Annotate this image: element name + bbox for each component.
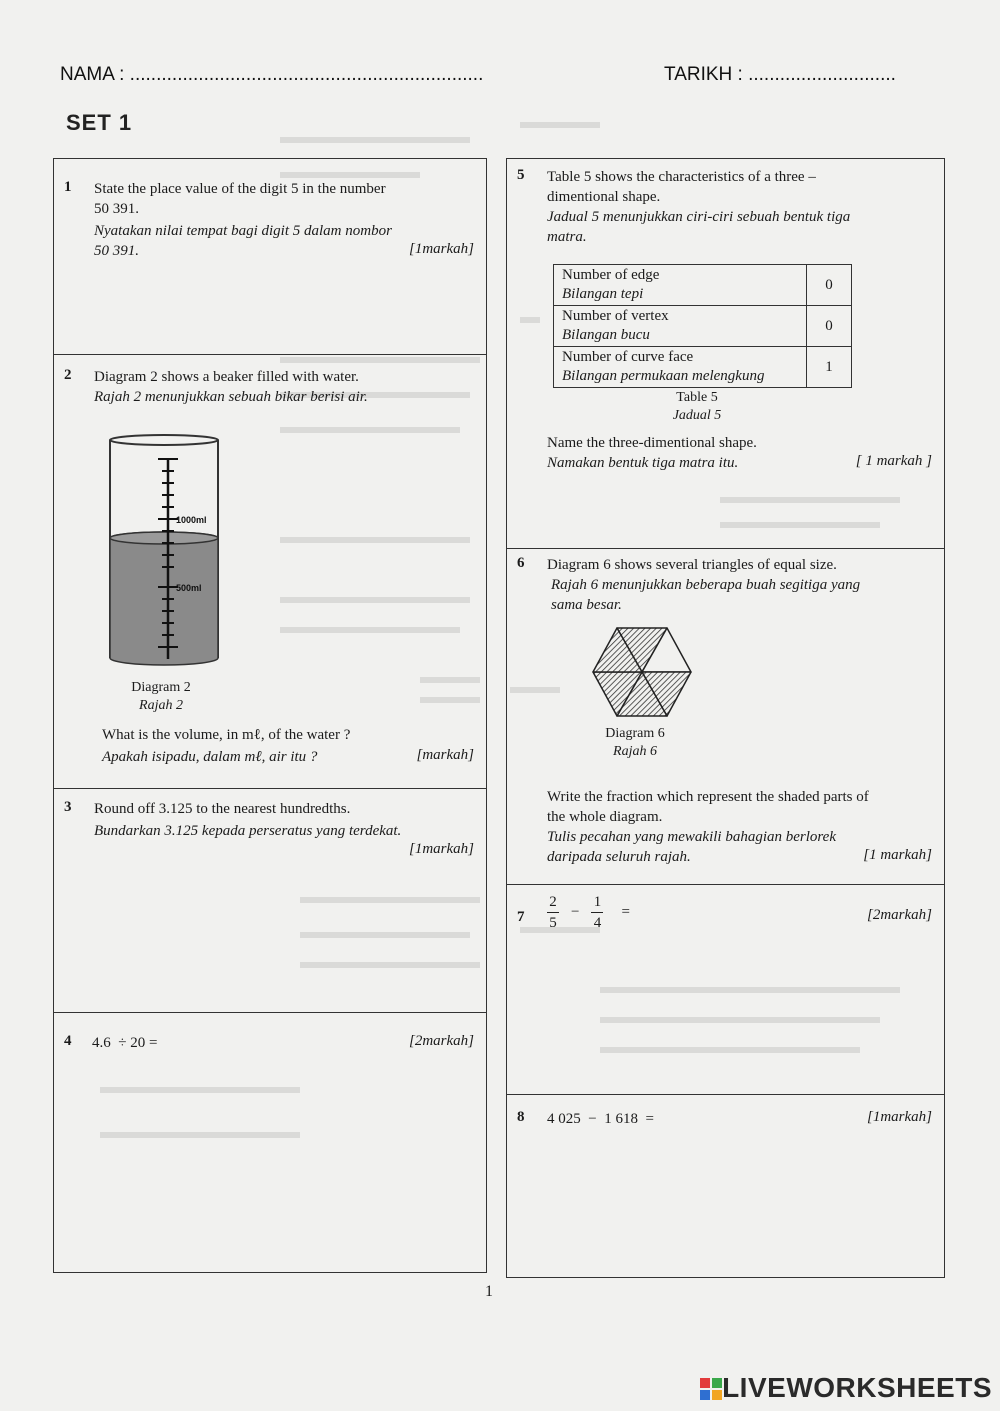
question-prompt: Write the fraction which represent the shaded parts of — [547, 789, 869, 805]
question-prompt: the whole diagram. — [547, 809, 663, 825]
question-number: 4 — [64, 1033, 72, 1049]
question-prompt: What is the volume, in mℓ, of the water ? — [102, 727, 351, 743]
question-text-malay: Rajah 2 menunjukkan sebuah bikar berisi air. — [94, 389, 368, 405]
left-question-column — [53, 158, 487, 1273]
marks-label: [markah] — [416, 747, 474, 763]
table-caption: Table 5 Jadual 5 — [672, 390, 722, 423]
question-prompt-malay: Apakah isipadu, dalam mℓ, air itu ? — [102, 749, 318, 765]
date-field-label: TARIKH : ............................ — [664, 64, 896, 85]
table-cell-value: 0 — [807, 306, 852, 347]
question-number: 6 — [517, 555, 525, 571]
marks-label: [1 markah] — [863, 847, 932, 863]
question-3 — [54, 789, 486, 1013]
question-text: 50 391. — [94, 201, 139, 217]
question-text-malay: Bundarkan 3.125 kepada perseratus yang terdekat. — [94, 823, 402, 839]
hexagon-triangles-diagram — [591, 625, 693, 719]
liveworksheets-logo-icon — [700, 1378, 722, 1402]
marks-label: [1markah] — [408, 841, 474, 857]
name-field-label: NAMA : ................................................................... — [60, 64, 484, 85]
fraction-expression — [543, 893, 630, 932]
question-text: dimentional shape. — [547, 189, 661, 205]
question-number: 5 — [517, 167, 525, 183]
question-1 — [54, 159, 486, 355]
diagram-caption: Diagram 6 Rajah 6 — [605, 726, 665, 759]
question-7 — [507, 885, 944, 1095]
beaker-diagram — [106, 433, 236, 673]
question-5 — [507, 159, 944, 549]
marks-label: [2markah] — [866, 907, 932, 923]
question-text-malay: Nyatakan nilai tempat bagi digit 5 dalam nombor — [94, 223, 392, 239]
table-cell-value: 1 — [807, 347, 852, 388]
question-4 — [54, 1013, 486, 1272]
question-expression: 4 025 − 1 618 = — [547, 1111, 654, 1127]
question-number: 1 — [64, 179, 72, 195]
question-text-malay: 50 391. — [94, 243, 139, 259]
question-text: Table 5 shows the characteristics of a three – — [547, 169, 816, 185]
question-number: 7 — [517, 909, 525, 925]
fraction-two-fifths: $\frac{2}{5}$ — [547, 893, 559, 932]
question-prompt-malay: daripada seluruh rajah. — [547, 849, 691, 865]
question-text-malay: Rajah 6 menunjukkan beberapa buah segitiga yang — [551, 577, 861, 593]
equals-sign: = — [621, 904, 630, 920]
table-cell-label: Number of edge Bilangan tepi — [554, 265, 807, 306]
question-prompt-malay: Tulis pecahan yang mewakili bahagian berlorek — [547, 829, 836, 845]
marks-label: [2markah] — [408, 1033, 474, 1049]
page-number: 1 — [485, 1283, 493, 1300]
table-cell-label: Number of vertex Bilangan bucu — [554, 306, 807, 347]
diagram-caption: Diagram 2 Rajah 2 — [131, 680, 191, 713]
question-text: Diagram 6 shows several triangles of equal size. — [547, 557, 837, 573]
question-text: Diagram 2 shows a beaker filled with water. — [94, 369, 359, 385]
question-text-malay: Jadual 5 menunjukkan ciri-ciri sebuah bentuk tiga — [547, 209, 851, 225]
table-row — [554, 306, 852, 347]
question-prompt-malay: Namakan bentuk tiga matra itu. — [547, 455, 739, 471]
table-row — [554, 265, 852, 306]
question-text-malay: matra. — [547, 229, 587, 245]
beaker-label-1000: 1000ml — [176, 515, 207, 525]
fraction-one-quarter: $\frac{1}{4}$ — [591, 893, 603, 932]
set-title: SET 1 — [66, 110, 133, 135]
marks-label: [1markah] — [866, 1109, 932, 1125]
beaker-label-500: 500ml — [176, 583, 202, 593]
marks-label: [1markah] — [408, 241, 474, 257]
question-text: State the place value of the digit 5 in the number — [94, 181, 386, 197]
question-prompt: Name the three-dimentional shape. — [547, 435, 757, 451]
characteristics-table — [553, 264, 852, 388]
question-expression: 4.6 ÷ 20 = — [92, 1035, 158, 1051]
question-8 — [507, 1095, 944, 1277]
right-question-column — [506, 158, 945, 1278]
brand-wordmark[interactable]: LIVEWORKSHEETS — [722, 1372, 992, 1403]
minus-sign: − — [571, 904, 580, 920]
question-text: Round off 3.125 to the nearest hundredths. — [94, 801, 351, 817]
question-number: 2 — [64, 367, 72, 383]
question-2 — [54, 355, 486, 789]
marks-label: [ 1 markah ] — [855, 453, 932, 469]
table-row — [554, 347, 852, 388]
question-text-malay: sama besar. — [551, 597, 622, 613]
question-number: 8 — [517, 1109, 525, 1125]
question-6 — [507, 549, 944, 885]
table-cell-value: 0 — [807, 265, 852, 306]
table-cell-label: Number of curve face Bilangan permukaan melengkung — [554, 347, 807, 388]
question-number: 3 — [64, 799, 72, 815]
